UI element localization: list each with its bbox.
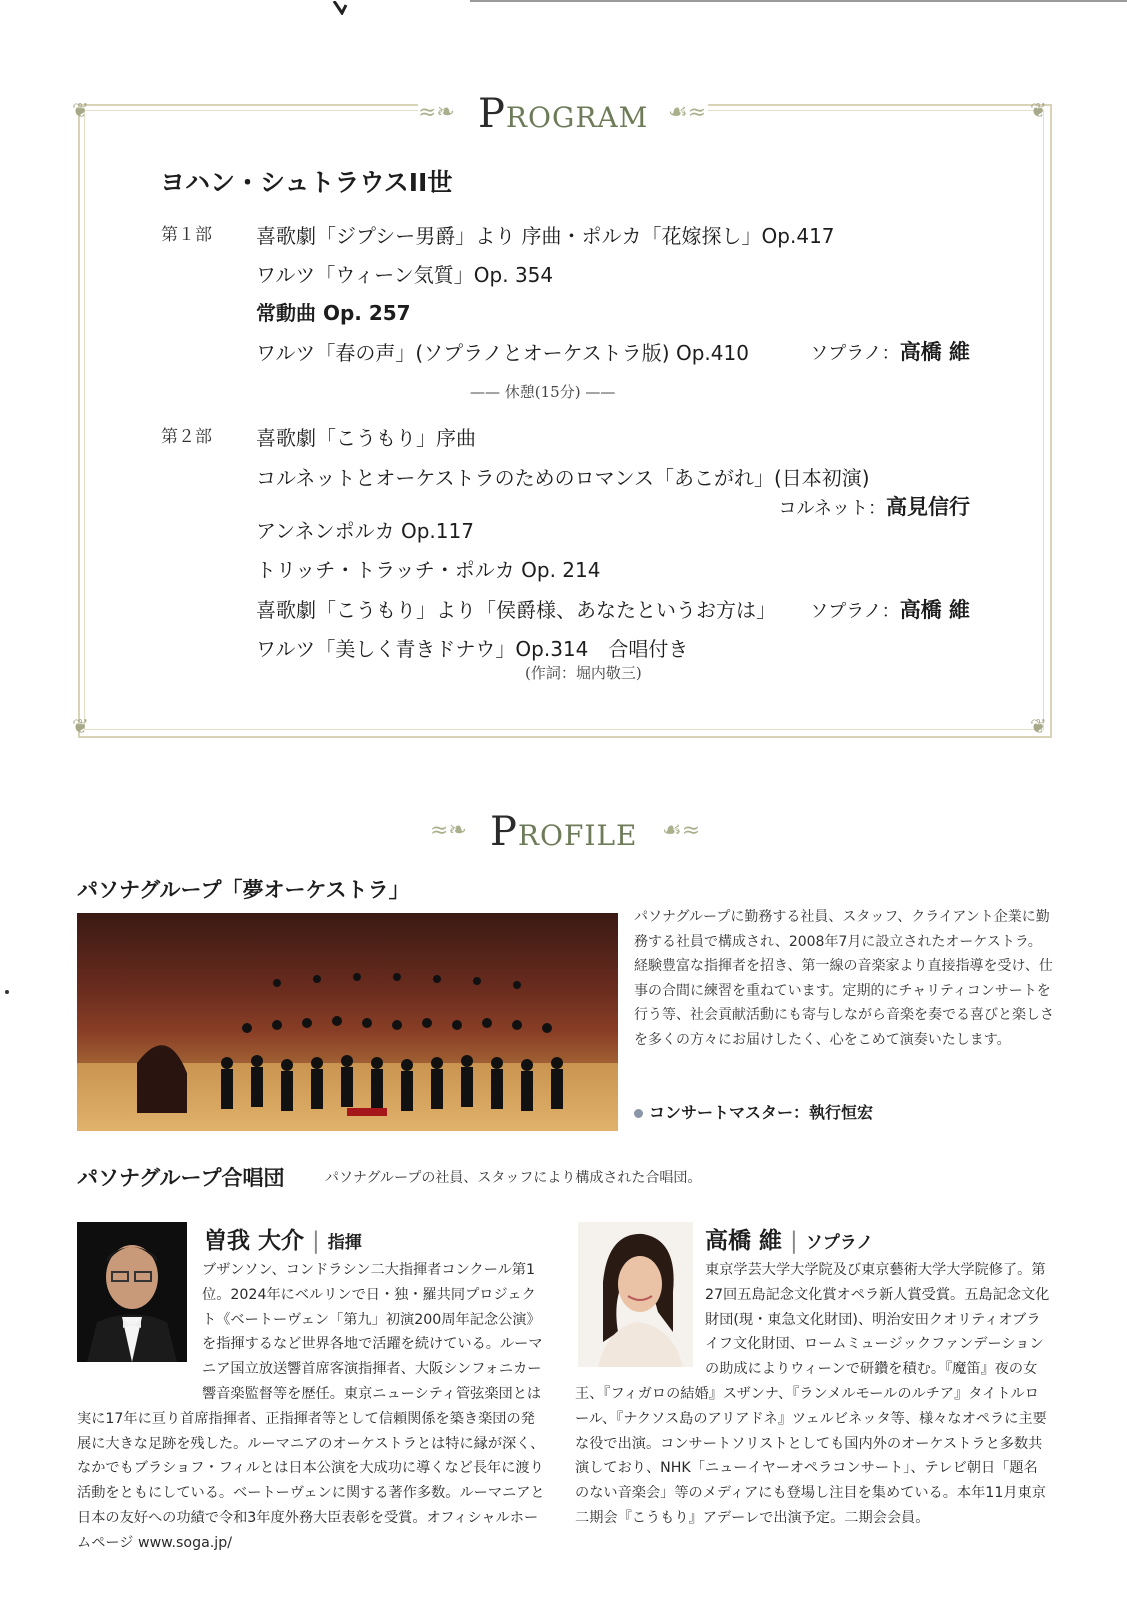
leaf-ornament-icon: ≈❧ <box>418 100 455 125</box>
program-heading-rest: ROGRAM <box>505 101 649 134</box>
profile-heading <box>430 810 700 858</box>
soprano-name: 高橋 維 <box>705 1228 783 1254</box>
program-piece: アンネンポルカ Op.117 <box>256 519 474 543</box>
corner-ornament-icon: ❦ <box>1030 98 1047 122</box>
composer-name: ヨハン・シュトラウスII世 <box>160 168 453 197</box>
program-piece: 喜歌劇「こうもり」序曲 <box>256 426 476 450</box>
leaf-ornament-icon: ☙≈ <box>668 100 707 125</box>
performer-name: 高橋 維 <box>899 598 970 622</box>
performer-role: ソプラノ： <box>810 343 900 364</box>
concertmaster <box>634 1100 873 1123</box>
soprano-bio-text: 東京学芸大学大学院及び東京藝術大学大学院修了。第27回五島記念文化賞オペラ新人賞受賞。五島記念文化財団(現・東急文化財団)、明治安田クオリティオブライフ文化財団、ロームミュージックファンデーションの助成によりウィーンで研鑽を積む。『魔笛』夜の女王、『フィガロの結婚』スザンナ、『ランメルモールのルチア』タイトルロール、『ナクソス島のアリアドネ』ツェルビネッタ等、様々なオペラに主要な役で出演。コンサートソリストとしても国内外のオーケストラと多数共演しており、NHK「ニューイヤーオペラコンサート」、テレビ朝日「題名のない音楽会」等のメディアにも登場し注目を集めている。本年11月東京二期会『こうもり』アデーレで出演予定。二期会会員。 <box>575 1262 1050 1526</box>
concertmaster-text: コンサートマスター：執行恒宏 <box>649 1103 874 1122</box>
performer-name: 高橋 維 <box>899 340 970 364</box>
orchestra-figures <box>77 913 618 1131</box>
conductor-bio-text: ブザンソン、コンドラシン二大指揮者コンクール第1位。2024年にベルリンで日・独・羅共同プロジェクト《ベートーヴェン「第九」初演200周年記念公演》を指揮するなど世界各地で活躍を続けている。ルーマニア国立放送響首席客演指揮者、大阪シンフォニカー響音楽監督等を歴任。東京ニューシティ管弦楽団とは実に17年に亘り首席指揮者、正指揮者等として信頼関係を築き楽団の発展に大きな足跡を残した。ルーマニアのオーケストラとは特に縁が深く、なかでもブラショフ・フィルとは日本公演を大成功に導くなど長年に渡り活動をともにしている。ベートーヴェンに関する著作多数。ルーマニアと日本の友好への功績で令和3年度外務大臣表彰を受賞。オフィシャルホームページ www.soga.jp/ <box>77 1262 545 1551</box>
top-mark <box>330 0 350 14</box>
conductor-heading <box>204 1222 362 1255</box>
leaf-ornament-icon: ≈❧ <box>430 818 467 843</box>
choir-description: パソナグループの社員、スタッフにより構成された合唱団。 <box>325 1170 702 1186</box>
part-label: 第２部 <box>161 427 212 447</box>
program-piece: ワルツ「美しく青きドナウ」Op.314 合唱付き <box>256 637 689 661</box>
divider: | <box>790 1228 798 1254</box>
conductor-role: 指揮 <box>327 1233 362 1253</box>
top-edge-line <box>470 0 1127 2</box>
profile-heading-rest: ROFILE <box>517 819 638 852</box>
intermission: —— 休憩(15分) —— <box>470 383 616 401</box>
program-piece: 喜歌劇「こうもり」より「侯爵様、あなたというお方は」 <box>256 598 776 622</box>
bullet-icon <box>634 1109 643 1118</box>
corner-ornament-icon: ❦ <box>72 98 89 122</box>
stray-dot <box>5 990 9 994</box>
photo-spacer <box>575 1258 705 1381</box>
profile-heading-initial: P <box>490 809 518 855</box>
corner-ornament-icon: ❦ <box>72 714 89 738</box>
program-piece: 常動曲 Op. 257 <box>256 301 411 325</box>
performer-credit <box>780 594 970 624</box>
performer-role: ソプラノ： <box>810 601 900 622</box>
program-piece: 喜歌劇「ジプシー男爵」より 序曲・ポルカ「花嫁探し」Op.417 <box>256 224 835 248</box>
program-piece: ワルツ「春の声」(ソプラノとオーケストラ版) Op.410 <box>256 341 749 365</box>
program-heading-initial: P <box>478 91 506 137</box>
leaf-ornament-icon: ☙≈ <box>662 818 701 843</box>
orchestra-name: パソナグループ「夢オーケストラ」 <box>77 878 410 902</box>
orchestra-description: パソナグループに勤務する社員、スタッフ、クライアント企業に勤務する社員で構成され、2008年7月に設立されたオーケストラ。経験豊富な指揮者を招き、第一線の音楽家より直接指導を受け、仕事の合間に練習を重ねています。定期的にチャリティコンサートを行う等、社会貢献活動にも寄与しながら音楽を奏でる喜びと楽しさを多くの方々にお届けしたく、心をこめて演奏いたします。 <box>634 909 1054 1048</box>
soprano-heading <box>705 1222 873 1255</box>
soprano-bio <box>575 1258 1050 1531</box>
part-label: 第１部 <box>161 225 212 245</box>
program-piece: コルネットとオーケストラのためのロマンス「あこがれ」(日本初演) <box>256 466 870 490</box>
divider: | <box>312 1228 320 1254</box>
choir-name: パソナグループ合唱団 <box>77 1166 285 1190</box>
soprano-role: ソプラノ <box>805 1233 874 1253</box>
orchestra-photo <box>77 913 618 1131</box>
performer-name: 高見信行 <box>886 495 970 519</box>
conductor-bio <box>77 1258 547 1556</box>
performer-credit <box>780 336 970 366</box>
corner-ornament-icon: ❦ <box>1030 714 1047 738</box>
lyricist-note: (作詞：堀内敬三) <box>525 664 642 682</box>
photo-spacer <box>77 1258 202 1388</box>
performer-credit <box>740 491 970 521</box>
conductor-name: 曽我 大介 <box>204 1228 305 1254</box>
program-heading <box>418 92 708 140</box>
program-piece: ワルツ「ウィーン気質」Op. 354 <box>256 263 554 287</box>
program-piece: トリッチ・トラッチ・ポルカ Op. 214 <box>256 558 601 582</box>
performer-role: コルネット： <box>778 498 886 519</box>
